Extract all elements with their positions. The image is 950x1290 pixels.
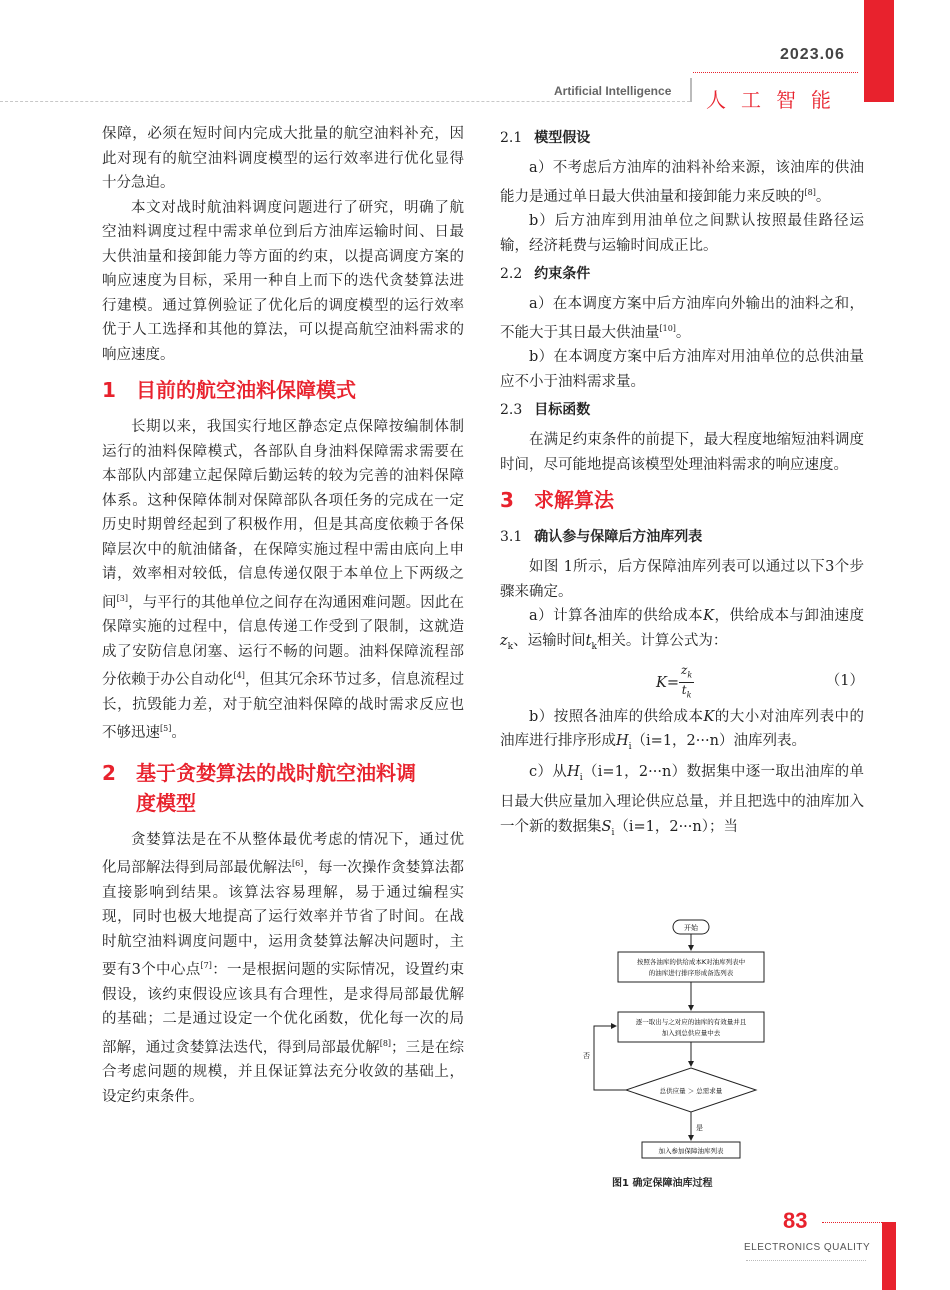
section-number: 2 [102,760,116,785]
citation: [7] [200,961,212,970]
section-title: 求解算法 [534,488,614,512]
paragraph: a）在本调度方案中后方油库向外输出的油料之和，不能大于其日最大供油量[10]。 [500,296,864,341]
section-number: 1 [102,378,116,402]
journal-name: ELECTRONICS QUALITY [744,1242,871,1253]
subsection-heading: 2.2 约束条件 [500,266,591,282]
citation: [8] [379,1038,392,1048]
paragraph: b）后方油库到用油单位之间默认按照最佳路径运输，经济耗费与运输时间成正比。 [500,213,864,254]
process-accumulate [618,1012,764,1042]
header-rule [0,101,690,102]
section-label-en: Artificial Intelligence [554,84,672,98]
start-label: 开始 [684,924,698,932]
citation: [5] [160,724,172,733]
citation: [3] [116,593,128,603]
section-title-cont: 度模型 [136,790,196,815]
citation: [8] [804,187,816,197]
bottom-red-bar [882,1222,896,1290]
paragraph: 贪婪算法是在不从整体最优考虑的情况下，通过优化局部解法得到局部最优解法[6]，每一次操作贪婪算法都直接影响到结果。该算法容易理解，易于通过编程实现，同时也极大地提高了运行效率并节省了时间。在战时航空油料调度问题中，运用贪婪算法解决问题时，主要有3个中心点[7]：一是根据问题的实际情况，设置约束假设，该约束假设应该具有合理性，是求得局部最优解的基础；二是通过设定一个优化函数，优化每一次的局部解，通过贪婪算法迭代，得到局部最优解[8]；三是在综合考虑问题的规模，并且保证算法充分收敛的基础上，设定约束条件。 [102,831,465,1105]
flowchart-figure [560,918,810,1188]
figure-caption: 图1 确定保障油库过程 [612,1178,713,1189]
paragraph: 长期以来，我国实行地区静态定点保障按编制体制运行的油料保障模式，各部队自身油料保障需求需要在本部队内部建立起保障后勤运转的较为完善的油料保障体系。这种保障体制对保障部队各项任务的完成在一定历史时期曾经起到了积极作用，但是其高度依赖于各保障层次中的航油储备，在保障实施过程中需由底向上申请，效率相对较低，信息传递仅限于本单位上下两级之间[3]，与平行的其他单位之间存在沟通困难问题。因此在保障实施的过程中，信息传递工作受到了限制，这就造成了安防信息闭塞、运行不畅的问题。油料保障流程部分依赖于办公自动化[4]，但其冗余环节过多，信息流程过长，抗毁能力差，对于航空油料保障的战时需求反应也不够迅速[5]。 [102,419,465,741]
paragraph: a）计算各油库的供给成本K，供给成本与卸油速度$z_k$、运输时间$t_k$相关。计算公式为： [500,608,864,652]
paragraph: 如图 1所示，后方保障油库列表可以通过以下3个步骤来确定。 [500,559,864,600]
subsection-heading: 3.1 确认参与保障后方油库列表 [500,529,703,545]
right-column [500,122,864,845]
no-label: 否 [583,1052,590,1060]
issue-year: 2023.06 [780,46,845,63]
paragraph: 保障，必须在短时间内完成大批量的航空油料补充，因此对现有的航空油料调度模型的运行效率进行优化显得十分急迫。 [102,126,464,191]
citation: [4] [233,671,245,680]
section-label-zh: 人工智能 [706,88,846,112]
left-column [102,122,464,1109]
paragraph: a）不考虑后方油库的油料补给来源，该油库的供油能力是通过单日最大供油量和接卸能力来反映的[8]。 [500,160,864,205]
page-number: 83 [783,1208,808,1233]
subsection-heading: 2.1 模型假设 [500,130,591,146]
end-label: 加入参加保障油库列表 [658,1147,724,1155]
section-number: 3 [500,488,514,512]
formula-number: （1） [825,672,864,689]
process-accumulate-line1: 逐一取出与之对应的油库的有效量并且 [635,1018,747,1026]
paragraph: b）在本调度方案中后方油库对用油单位的总供油量应不小于油料需求量。 [500,349,864,390]
section-heading-1 [102,375,464,405]
section-heading-3 [500,485,864,515]
footer-dots [822,1222,882,1223]
citation: [6] [291,859,304,868]
process-sort [618,952,764,982]
process-sort-line2: 的油库进行排序形成备选列表 [648,969,734,977]
footer-rule [746,1260,866,1261]
header-separator [690,78,692,102]
process-accumulate-line2: 加入到总供应量中去 [661,1029,721,1037]
paragraph: c）从$H_i(i=1$，2···n）数据集中逐一取出油库的单日最大供应量加入理论供应总量，并且把选中的油库加入一个新的数据集$S_i(i=1$，2···n）；当 [500,763,865,838]
paragraph: b）按照各油库的供给成本K的大小对油库列表中的油库进行排序形成$H_i(i=1$，2···n）油库列表。 [500,708,865,753]
yes-label: 是 [696,1124,703,1132]
section-heading-2 [102,758,464,818]
top-red-bar [864,0,894,102]
citation: [10] [659,323,676,333]
section-title: 基于贪婪算法的战时航空油料调 [136,760,416,785]
paragraph: 在满足约束条件的前提下，最大程度地缩短油料调度时间，尽可能地提高该模型处理油料需求的响应速度。 [500,432,864,473]
header-divider-dotted [693,72,858,73]
subsection-heading: 2.3 目标函数 [500,402,591,418]
section-title: 目前的航空油料保障模式 [136,378,356,402]
process-sort-line1: 按照各油库的供给成本K对油库列表中 [636,958,746,966]
decision-label: 总供应量 ＞ 总需求量 [659,1087,723,1095]
formula-1: K= $\frac{z_k}{t_k}$ （1） [656,662,864,700]
paragraph: 本文对战时航油料调度问题进行了研究，明确了航空油料调度过程中需求单位到后方油库运输时间、日最大供油量和接卸能力等方面的约束，以提高调度方案的响应速度为目标，采用一种自上而下的迭代贪婪算法进行建模。通过算例验证了优化后的调度模型的运行效率优于人工选择和其他的算法，可以提高航空油料需求的响应速度。 [102,199,464,363]
